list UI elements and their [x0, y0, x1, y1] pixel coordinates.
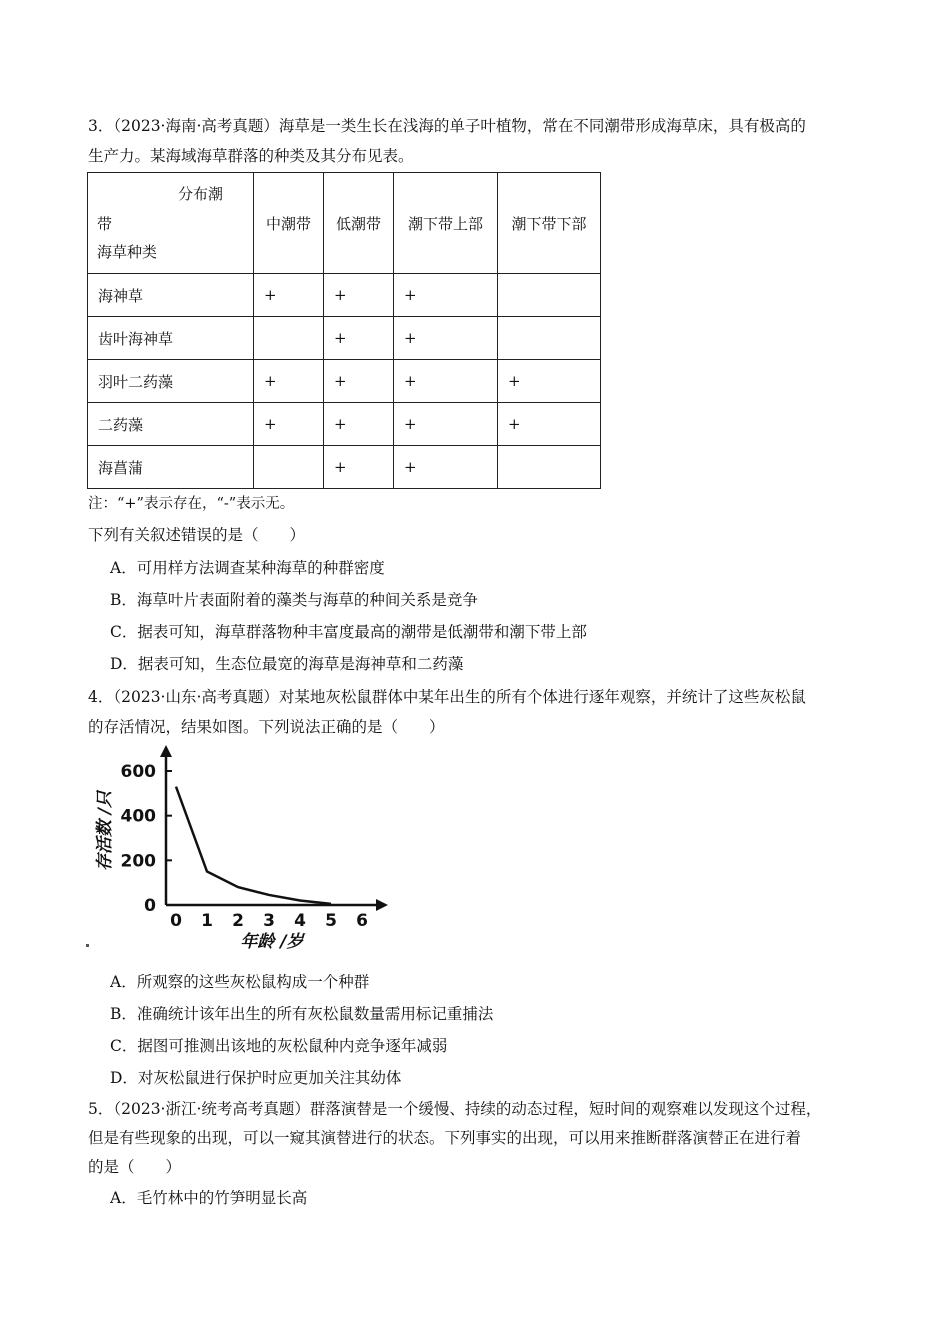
presence-cell: +	[394, 317, 498, 360]
presence-cell	[254, 446, 324, 489]
q4-option-a[interactable]: A．所观察的这些灰松鼠构成一个种群	[110, 973, 370, 991]
q5-option-a[interactable]: A．毛竹林中的竹笋明显长高	[110, 1189, 308, 1207]
presence-cell: +	[254, 360, 324, 403]
column-header: 潮下带下部	[498, 173, 601, 274]
table-row	[88, 274, 601, 317]
corner-top-label: 分布潮	[178, 185, 224, 203]
presence-cell	[498, 274, 601, 317]
q5-stem-line3: 的是（ ）	[88, 1158, 182, 1176]
presence-cell: +	[394, 403, 498, 446]
species-name: 海神草	[88, 274, 254, 317]
column-header: 中潮带	[254, 173, 324, 274]
survival-line	[176, 787, 331, 904]
table-header-row	[88, 173, 601, 274]
presence-cell: +	[324, 317, 394, 360]
presence-cell: +	[324, 446, 394, 489]
q3-note: 注：“+”表示存在，“-”表示无。	[88, 496, 295, 512]
presence-cell: +	[324, 403, 394, 446]
q4-option-b[interactable]: B．准确统计该年出生的所有灰松鼠数量需用标记重捕法	[110, 1005, 494, 1023]
q3-prompt: 下列有关叙述错误的是（ ）	[88, 526, 306, 544]
q4-stem-line1: 4．（2023·山东·高考真题）对某地灰松鼠群体中某年出生的所有个体进行逐年观察，并统计了这些灰松鼠	[88, 688, 806, 706]
species-name: 海菖蒲	[88, 446, 254, 489]
corner-mid-label: 带	[97, 215, 113, 233]
x-axis-title: 年龄 /岁	[240, 932, 304, 952]
q5-stem-line2: 但是有些现象的出现，可以一窥其演替进行的状态。下列事实的出现，可以用来推断群落演替正在进行着	[88, 1129, 802, 1147]
column-header: 低潮带	[324, 173, 394, 274]
presence-cell: +	[394, 446, 498, 489]
y-axis-title: 存活数 /只	[95, 790, 115, 872]
q4-option-d[interactable]: D．对灰松鼠进行保护时应更加关注其幼体	[110, 1069, 402, 1087]
species-name: 羽叶二药藻	[88, 360, 254, 403]
presence-cell: +	[324, 360, 394, 403]
x-tick-label: 5	[325, 911, 337, 931]
presence-cell: +	[324, 274, 394, 317]
seagrass-distribution-table	[87, 172, 601, 489]
x-tick-label: 3	[263, 911, 275, 931]
q3-option-a[interactable]: A．可用样方法调查某种海草的种群密度	[110, 559, 385, 577]
q3-option-d[interactable]: D．据表可知，生态位最宽的海草是海神草和二药藻	[110, 655, 464, 673]
q3-option-b[interactable]: B．海草叶片表面附着的藻类与海草的种间关系是竞争	[110, 591, 478, 609]
presence-cell: +	[254, 403, 324, 446]
x-tick-label: 1	[201, 911, 213, 931]
presence-cell: +	[498, 360, 601, 403]
q4-stem-line2: 的存活情况，结果如图。下列说法正确的是（ ）	[88, 718, 445, 736]
column-header: 潮下带上部	[394, 173, 498, 274]
presence-cell: +	[394, 360, 498, 403]
q5-stem-line1: 5．（2023·浙江·统考高考真题）群落演替是一个缓慢、持续的动态过程，短时间的观察难以发现这个过程，	[88, 1100, 822, 1118]
table-corner-cell	[88, 173, 254, 274]
q3-stem-line1: 3．（2023·海南·高考真题）海草是一类生长在浅海的单子叶植物，常在不同潮带形成海草床，具有极高的	[88, 117, 806, 135]
y-tick-label: 200	[120, 851, 156, 872]
survival-curve-chart	[86, 745, 396, 955]
y-tick-label: 0	[144, 896, 156, 916]
y-tick-label: 400	[120, 806, 156, 827]
q3-stem-line2: 生产力。某海域海草群落的种类及其分布见表。	[88, 147, 414, 165]
table-row	[88, 446, 601, 489]
y-axis-arrow	[160, 745, 172, 757]
presence-cell	[254, 317, 324, 360]
q4-option-c[interactable]: C．据图可推测出该地的灰松鼠种内竞争逐年减弱	[110, 1037, 448, 1055]
q3-option-c[interactable]: C．据表可知，海草群落物种丰富度最高的潮带是低潮带和潮下带上部	[110, 623, 587, 641]
x-tick-label: 6	[356, 911, 368, 931]
table-row	[88, 317, 601, 360]
x-axis-arrow	[376, 899, 388, 911]
y-tick-label: 600	[120, 762, 156, 782]
table-row	[88, 403, 601, 446]
species-name: 齿叶海神草	[88, 317, 254, 360]
x-tick-label: 2	[232, 911, 244, 931]
presence-cell: +	[394, 274, 498, 317]
x-tick-label: 0	[170, 911, 182, 931]
x-tick-label: 4	[294, 911, 306, 931]
stray-mark	[86, 944, 89, 947]
corner-bottom-label: 海草种类	[97, 243, 158, 261]
table-row	[88, 360, 601, 403]
presence-cell: +	[498, 403, 601, 446]
presence-cell	[498, 446, 601, 489]
presence-cell	[498, 317, 601, 360]
presence-cell: +	[254, 274, 324, 317]
species-name: 二药藻	[88, 403, 254, 446]
